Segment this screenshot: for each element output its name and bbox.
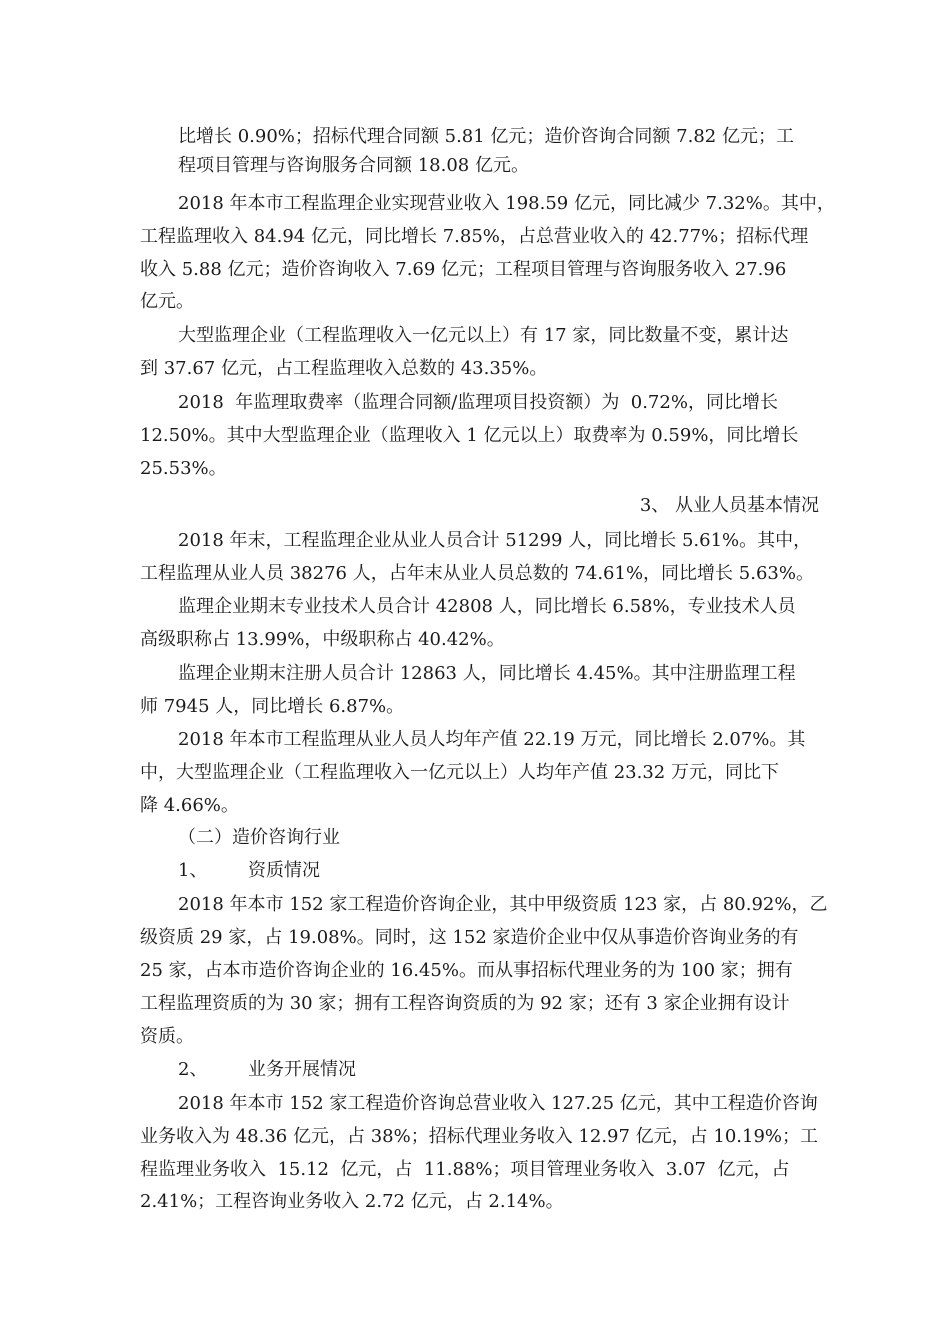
paragraph-line: 大型监理企业（工程监理收入一亿元以上）有 17 家，同比数量不变，累计达: [178, 325, 789, 346]
paragraph-line: 高级职称占 13.99%，中级职称占 40.42%。: [140, 629, 505, 650]
subsection-title: 资质情况: [248, 860, 320, 881]
paragraph-line: 2018 年末，工程监理企业从业人员合计 51299 人，同比增长 5.61%。其中，: [178, 530, 812, 551]
paragraph-line: 2018 年本市工程监理从业人员人均年产值 22.19 万元，同比增长 2.07%。其: [178, 729, 806, 750]
subsection-heading: [178, 860, 320, 882]
paragraph-line: 程项目管理与咨询服务合同额 18.08 亿元。: [178, 155, 529, 176]
paragraph-line: 监理企业期末专业技术人员合计 42808 人，同比增长 6.58%，专业技术人员: [178, 596, 796, 617]
paragraph-line: 2018 年本市工程监理企业实现营业收入 198.59 亿元，同比减少 7.32%。其中，: [178, 193, 835, 214]
subsection-number: 1、: [178, 860, 208, 881]
paragraph-line: 2018 年监理取费率（监理合同额/监理项目投资额）为 0.72%，同比增长: [178, 392, 778, 413]
subsection-number: 2、: [178, 1059, 208, 1080]
paragraph-line: 业务收入为 48.36 亿元，占 38%；招标代理业务收入 12.97 亿元，占 10.19%；工: [140, 1126, 819, 1147]
paragraph-line: 级资质 29 家，占 19.08%。同时，这 152 家造价企业中仅从事造价咨询业务的有: [140, 927, 799, 948]
paragraph-line: 25.53%。: [140, 458, 227, 479]
paragraph-line: 监理企业期末注册人员合计 12863 人，同比增长 4.45%。其中注册监理工程: [178, 663, 796, 684]
section-heading: 3、 从业人员基本情况: [639, 495, 819, 516]
paragraph-line: 亿元。: [140, 291, 194, 312]
paragraph-line: 工程监理收入 84.94 亿元，同比增长 7.85%，占总营业收入的 42.77%；招标代理: [140, 226, 809, 247]
paragraph-line: 工程监理从业人员 38276 人，占年末从业人员总数的 74.61%，同比增长 5.63%。: [140, 563, 814, 584]
paragraph-line: 25 家，占本市造价咨询企业的 16.45%。而从事招标代理业务的为 100 家；拥有: [140, 960, 793, 981]
subsection-title: 业务开展情况: [248, 1059, 356, 1080]
paragraph-line: 中，大型监理企业（工程监理收入一亿元以上）人均年产值 23.32 万元，同比下: [140, 762, 779, 783]
paragraph-line: 比增长 0.90%；招标代理合同额 5.81 亿元；造价咨询合同额 7.82 亿元；工: [178, 126, 794, 147]
paragraph-line: 工程监理资质的为 30 家；拥有工程咨询资质的为 92 家；还有 3 家企业拥有设计: [140, 993, 790, 1014]
paragraph-line: 2018 年本市 152 家工程造价咨询企业，其中甲级资质 123 家，占 80.92%，乙: [178, 894, 828, 915]
paragraph-line: 师 7945 人，同比增长 6.87%。: [140, 696, 405, 717]
paragraph-line: 到 37.67 亿元，占工程监理收入总数的 43.35%。: [140, 358, 548, 379]
paragraph-line: 降 4.66%。: [140, 795, 239, 816]
paragraph-line: 12.50%。其中大型监理企业（监理收入 1 亿元以上）取费率为 0.59%，同比增长: [140, 425, 799, 446]
section-heading: （二）造价咨询行业: [178, 827, 340, 848]
paragraph-line: 2.41%；工程咨询业务收入 2.72 亿元，占 2.14%。: [140, 1191, 564, 1212]
paragraph-line: 程监理业务收入 15.12 亿元，占 11.88%；项目管理业务收入 3.07 亿元，占: [140, 1159, 790, 1180]
subsection-heading: [178, 1059, 356, 1081]
paragraph-line: 收入 5.88 亿元；造价咨询收入 7.69 亿元；工程项目管理与咨询服务收入 27.96: [140, 259, 787, 280]
paragraph-line: 资质。: [140, 1026, 194, 1047]
paragraph-line: 2018 年本市 152 家工程造价咨询总营业收入 127.25 亿元，其中工程造价咨询: [178, 1093, 818, 1114]
